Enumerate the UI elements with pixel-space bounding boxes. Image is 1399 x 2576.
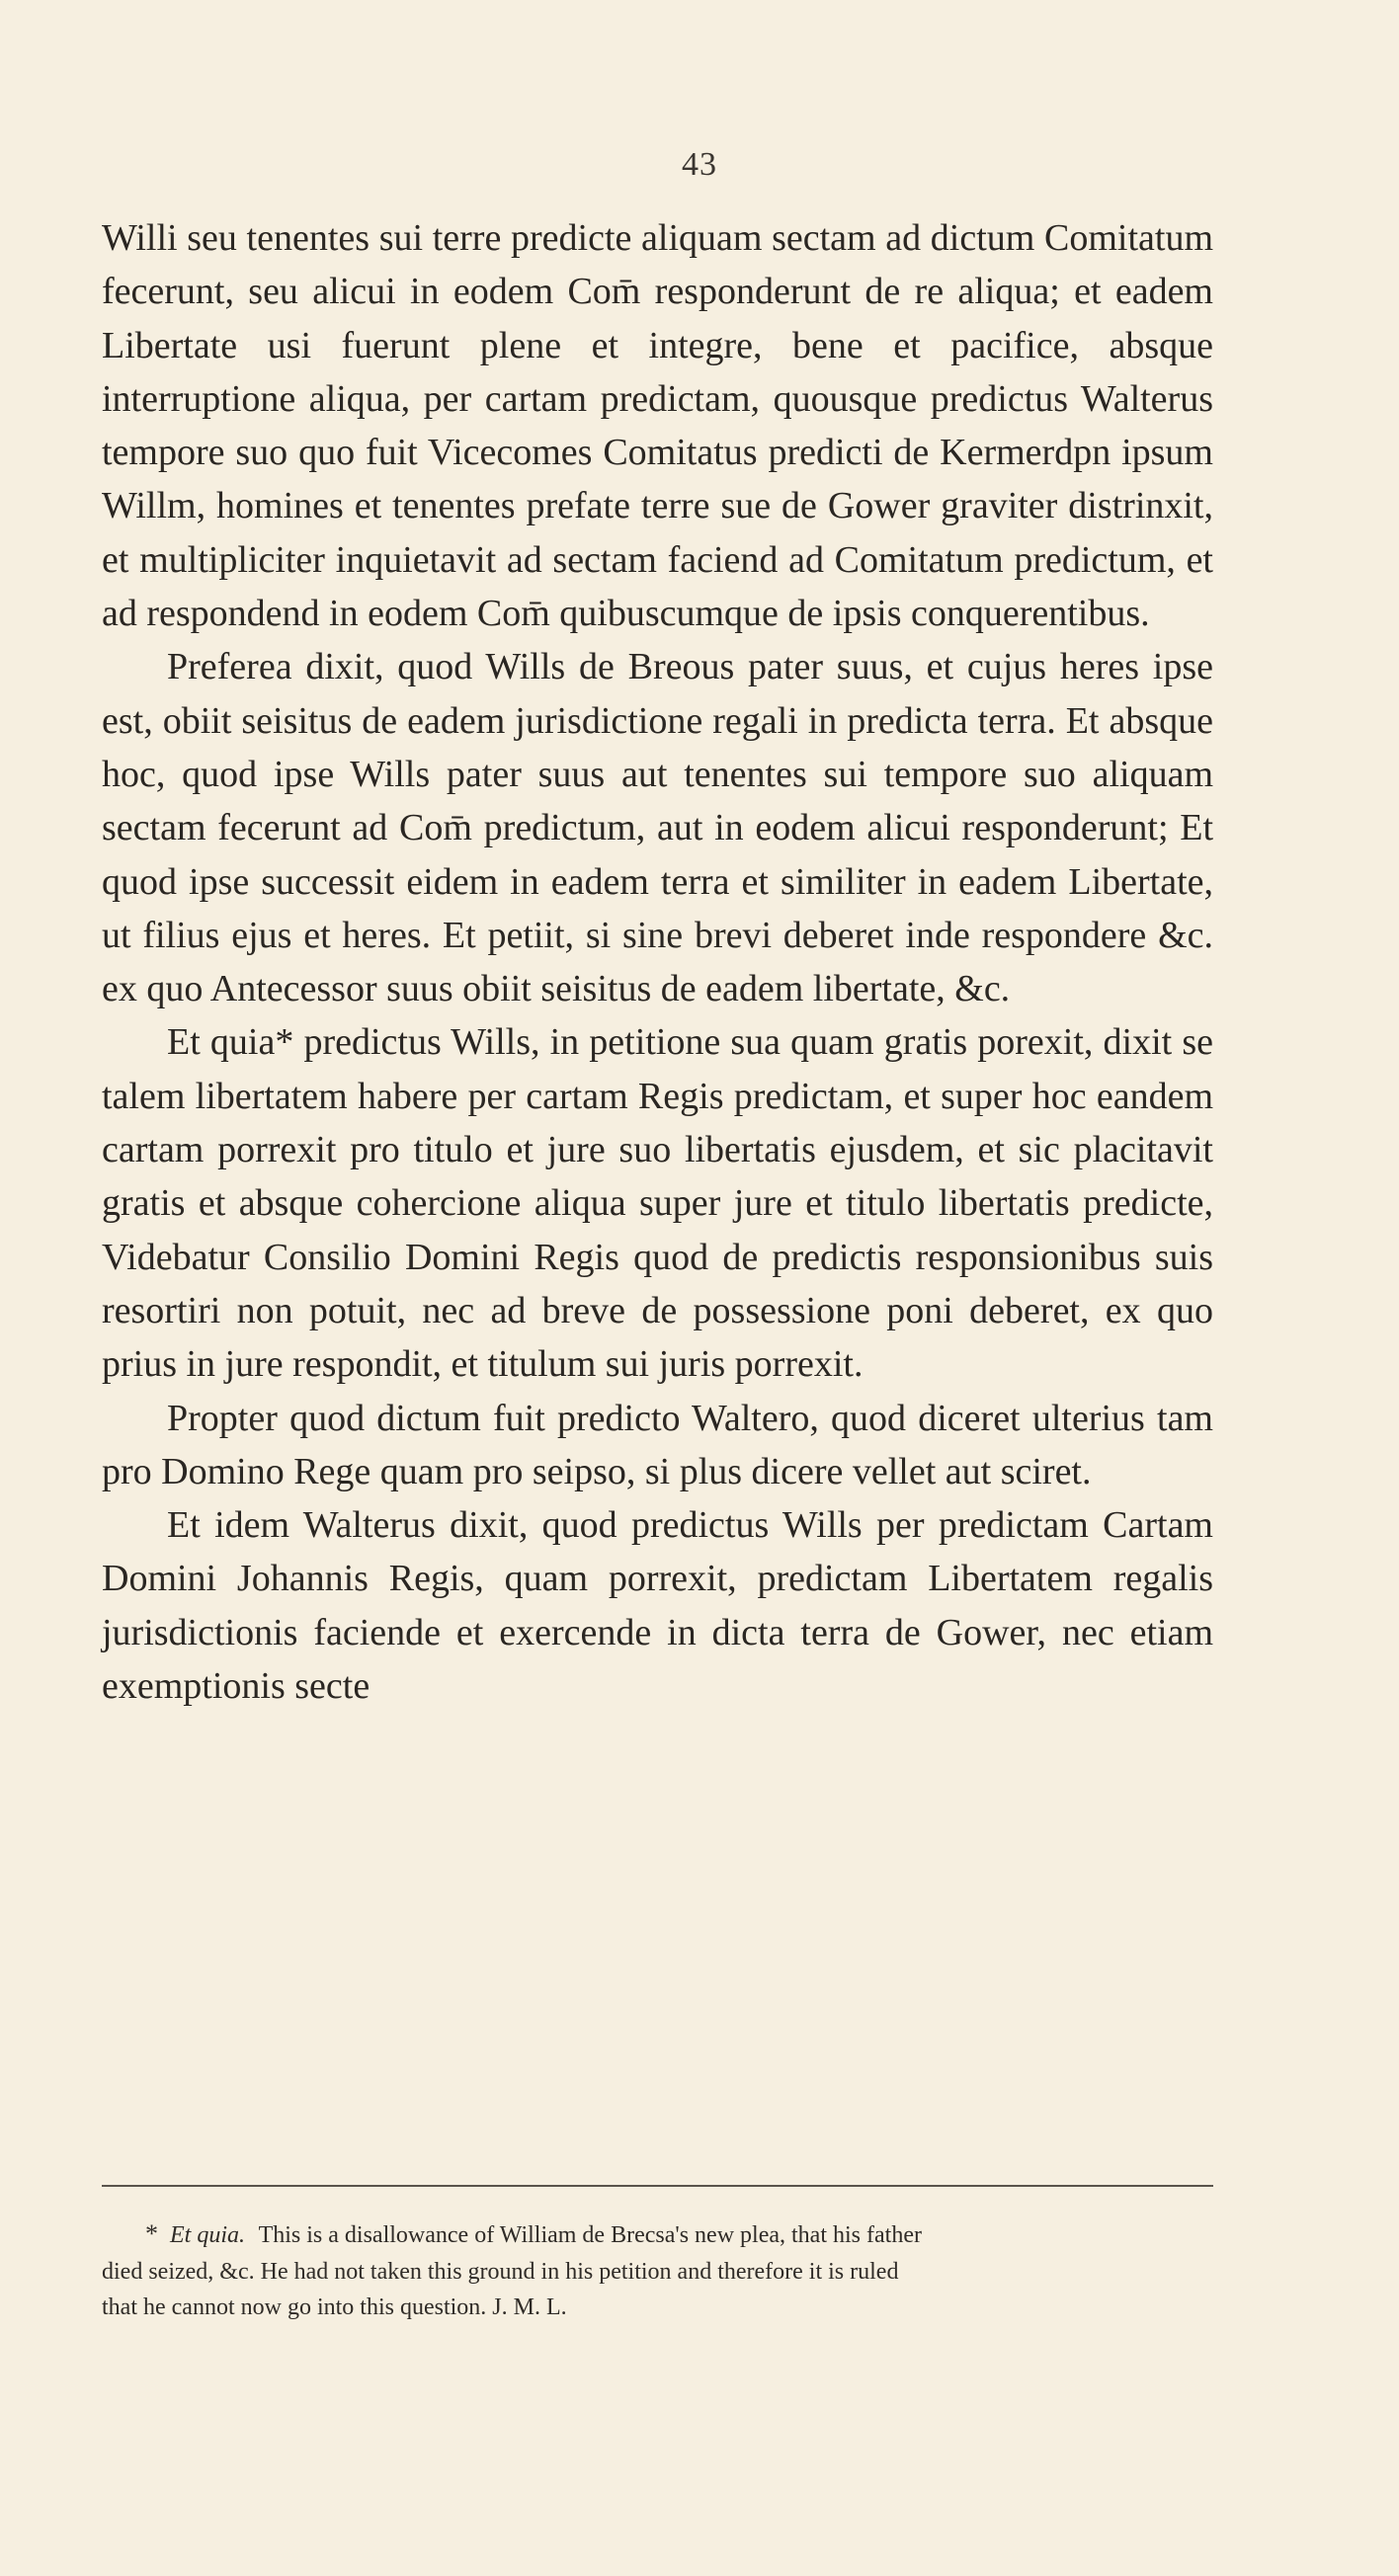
body-text	[102, 211, 1213, 1713]
paragraph-1: Willi seu tenentes sui terre predicte aliquam sectam ad dictum Comitatum fecerunt, seu alicui in eodem Com̄ responderunt de re aliqua; et eadem Libertate usi fuerunt plene et integre, bene et pacifice, absque interruptione aliqua, per cartam predictam, quousque predictus Walterus tempore suo quo fuit Vicecomes Comitatus predicti de Kermerdpn ipsum Willm, homines et tenentes prefate terre sue de Gower graviter distrinxit, et multipliciter inquietavit ad sectam faciend ad Comitatum predictum, et ad respondend in eodem Com̄ quibuscumque de ipsis conquerentibus.	[102, 217, 1213, 635]
paragraph-2: Preferea dixit, quod Wills de Breous pater suus, et cujus heres ipse est, obiit seisitus de eadem jurisdictione regali in predicta terra. Et absque hoc, quod ipse Wills pater suus aut tenentes sui tempore suo aliquam sectam fecerunt ad Com̄ predictum, aut in eodem alicui responderunt; Et quod ipse successit eidem in eadem terra et similiter in eadem Libertate, ut filius ejus et heres. Et petiit, si sine brevi deberet inde respondere &c. ex quo Antecessor suus obiit seisitus de eadem libertate, &c.	[102, 646, 1213, 1010]
paragraph-5: Et idem Walterus dixit, quod predictus Wills per predictam Cartam Domini Johannis Regis, quam porrexit, predictam Libertatem regalis jurisdictionis faciende et exercende in dicta terra de Gower, nec etiam exemptionis secte	[102, 1504, 1213, 1708]
footnote-line-3: that he cannot now go into this question. J. M. L.	[102, 2294, 567, 2320]
footnote-line-1	[102, 2216, 1213, 2254]
footnote-marker: *	[145, 2219, 158, 2248]
page-number: 43	[682, 146, 717, 183]
footnote-line-2: died seized, &c. He had not taken this ground in his petition and therefore it is ruled	[102, 2258, 899, 2285]
footnote-text-1: This is a disallowance of William de Brecsa's new plea, that his father	[258, 2222, 922, 2248]
footnote-lemma: Et quia.	[170, 2222, 245, 2248]
paragraph-3: Et quia* predictus Wills, in petitione sua quam gratis porexit, dixit se talem libertatem habere per cartam Regis predictam, et super hoc eandem cartam porrexit pro titulo et jure suo libertatis ejusdem, et sic placitavit gratis et absque cohercione aliqua super jure et titulo libertatis predicte, Videbatur Consilio Domini Regis quod de predictis responsionibus suis resortiri non potuit, nec ad breve de possessione poni deberet, ex quo prius in jure respondit, et titulum sui juris porrexit.	[102, 1021, 1213, 1386]
footnote-divider	[102, 2185, 1213, 2187]
paragraph-4: Propter quod dictum fuit predicto Waltero, quod diceret ulterius tam pro Domino Rege quam pro seipso, si plus dicere vellet aut sciret.	[102, 1397, 1213, 1492]
footnote	[102, 2216, 1213, 2326]
